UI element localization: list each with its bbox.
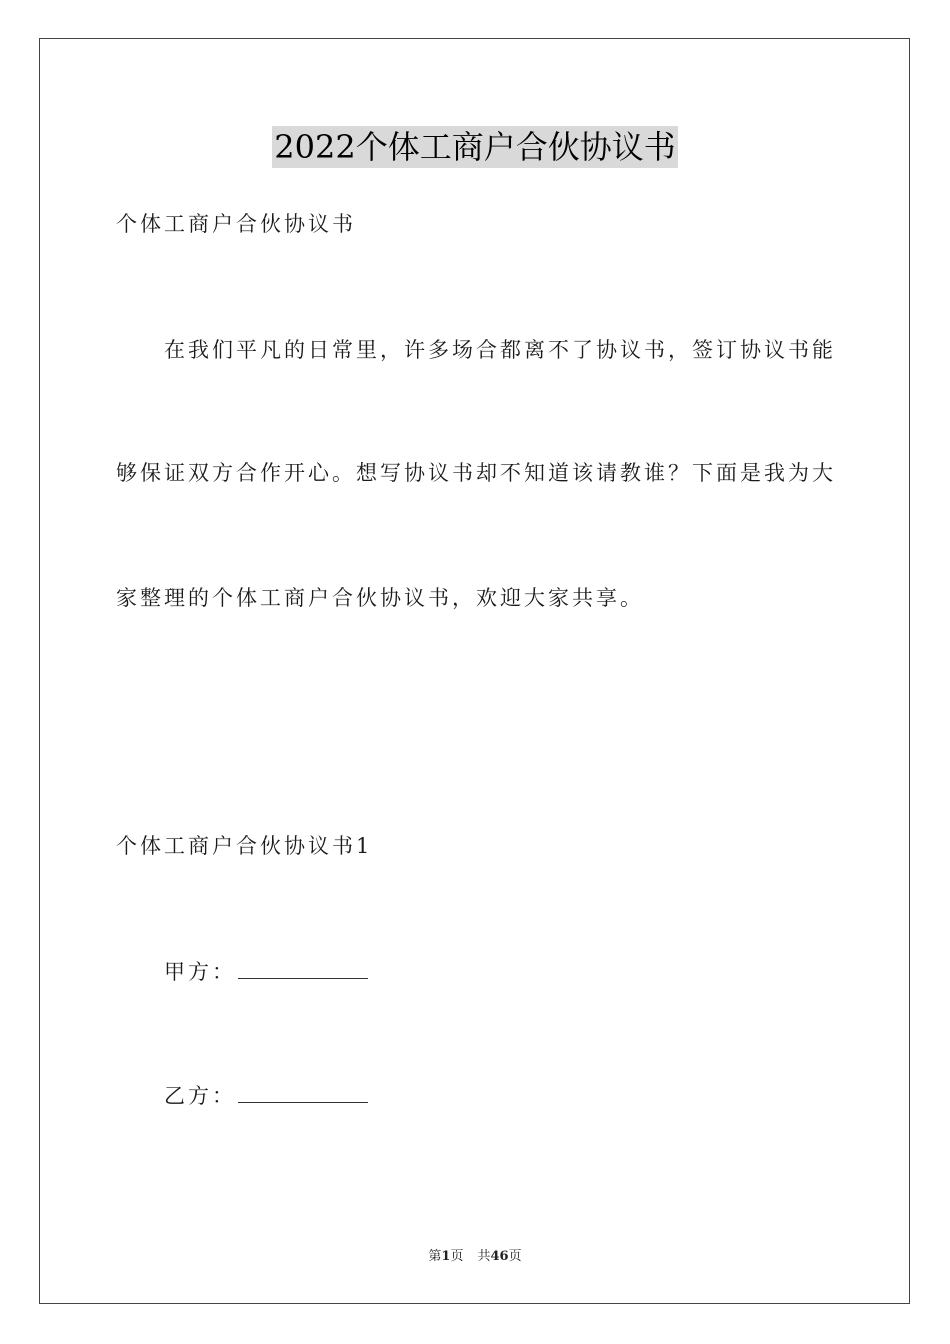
footer-total-prefix: 共: [477, 1249, 491, 1264]
party-b-row: [164, 1082, 368, 1110]
document-subtitle: 个体工商户合伙协议书: [116, 212, 356, 236]
party-a-row: [164, 958, 368, 986]
footer-page-suffix: 页: [450, 1249, 464, 1264]
party-b-blank-line: [238, 1082, 368, 1103]
title-container: [0, 126, 950, 168]
party-a-label: 甲方：: [164, 960, 236, 984]
intro-line-3: 家整理的个体工商户合伙协议书，欢迎大家共享。: [116, 586, 644, 610]
footer-total-suffix: 页: [508, 1249, 522, 1264]
intro-line-2: 够保证双方合作开心。想写协议书却不知道该请教谁？下面是我为大: [116, 461, 836, 485]
footer-total-pages: 46: [490, 1249, 509, 1264]
section-heading: 个体工商户合伙协议书1: [116, 834, 373, 858]
party-a-blank-line: [238, 958, 368, 979]
document-title: 2022个体工商户合伙协议书: [274, 128, 676, 166]
party-b-label: 乙方：: [164, 1084, 236, 1108]
intro-line-1: 在我们平凡的日常里，许多场合都离不了协议书，签订协议书能: [164, 338, 836, 362]
footer-page-prefix: 第: [428, 1249, 442, 1264]
page-footer: [0, 1248, 950, 1266]
footer-page-number: 1: [441, 1249, 451, 1264]
